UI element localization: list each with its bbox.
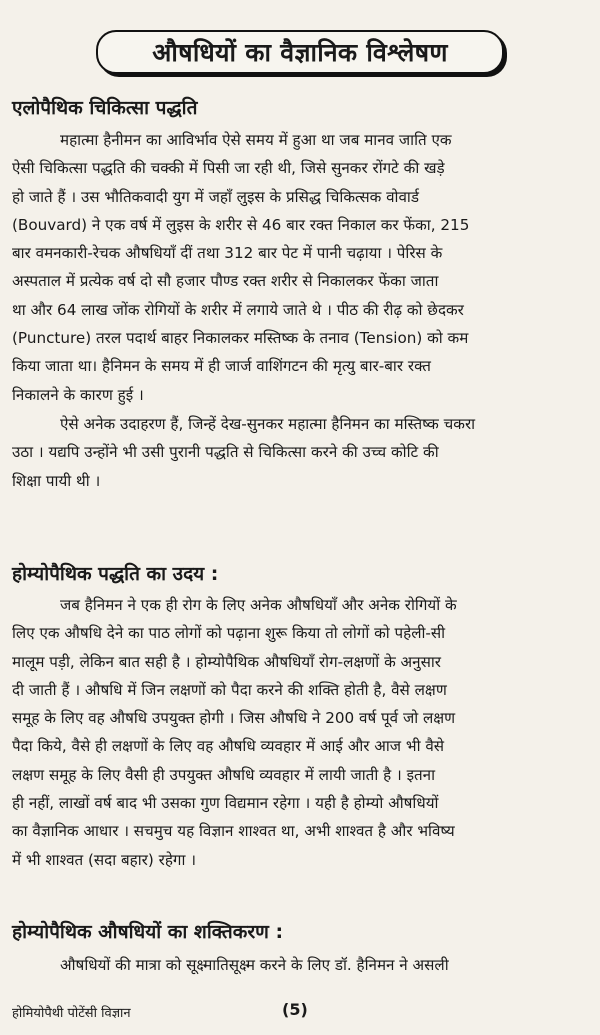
- text-line: निकालने के कारण हुई ।: [12, 385, 144, 404]
- text-line: मालूम पड़ी, लेकिन बात सही है । होम्योपैथिक औषधियाँ रोग-लक्षणों के अनुसार: [12, 652, 442, 671]
- text-line: अस्पताल में प्रत्येक वर्ष दो सौ हजार पौण्ड रक्त शरीर से निकालकर फेंका जाता: [12, 272, 439, 291]
- text-line: ही नहीं, लाखों वर्ष बाद भी उसका गुण विद्यमान रहेगा । यही है होम्यो औषधियों: [12, 794, 439, 813]
- text-line: बार वमनकारी-रेचक औषधियाँ दीं तथा 312 बार पेट में पानी चढ़ाया । पेरिस के: [12, 244, 443, 263]
- paragraph-homeopathy-origin: [12, 591, 590, 874]
- text-line: पैदा किये, वैसे ही लक्षणों के लिए वह औषधि व्यवहार में आई और आज भी वैसे: [12, 737, 445, 756]
- text-line: (Puncture) तरल पदार्थ बाहर निकालकर मस्तिष्क के तनाव (Tension) को कम: [12, 329, 469, 348]
- text-line: में भी शाश्वत (सदा बहार) रहेगा ।: [12, 850, 196, 869]
- text-line: महात्मा हैनीमन का आविर्भाव ऐसे समय में हुआ था जब मानव जाति एक: [60, 131, 452, 149]
- text-line: दी जाती हैं । औषधि में जिन लक्षणों को पैदा करने की शक्ति होती है, वैसे लक्षण: [12, 680, 447, 699]
- paragraph-allopathy-2: [12, 410, 590, 495]
- text-line: लिए एक औषधि देने का पाठ लोगों को पढ़ाना शुरू किया तो लोगों को पहेली-सी: [12, 624, 446, 643]
- section-heading-allopathy: एलोपैथिक चिकित्सा पद्धति: [12, 97, 198, 119]
- text-line: लक्षण समूह के लिए वैसी ही उपयुक्त औषधि व्यवहार में लायी जाती है । इतना: [12, 765, 436, 784]
- paragraph-potentization: [12, 951, 590, 979]
- page-title: औषधियों का वैज्ञानिक विश्लेषण: [152, 38, 448, 67]
- text-line: ऐसे अनेक उदाहरण हैं, जिन्हें देख-सुनकर महात्मा हैनिमन का मस्तिष्क चकरा: [60, 415, 476, 433]
- text-line: का वैज्ञानिक आधार । सचमुच यह विज्ञान शाश्वत था, अभी शाश्वत है और भविष्य: [12, 822, 455, 841]
- text-line: ऐसी चिकित्सा पद्धति की चक्की में पिसी जा रही थी, जिसे सुनकर रोंगटे की खड़े: [12, 159, 445, 178]
- text-line: हो जाते हैं । उस भौतिकवादी युग में जहाँ लुइस के प्रसिद्ध चिकित्सक वोवार्ड: [12, 187, 419, 206]
- text-line: शिक्षा पायी थी ।: [12, 471, 101, 490]
- page-number: (5): [282, 1000, 308, 1019]
- text-line: उठा । यद्यपि उन्होंने भी उसी पुरानी पद्धति से चिकित्सा करने की उच्च कोटि की: [12, 443, 439, 462]
- text-line: किया जाता था। हैनिमन के समय में ही जार्ज वाशिंगटन की मृत्यु बार-बार रक्त: [12, 357, 431, 376]
- text-line: था और 64 लाख जोंक रोगियों के शरीर में लगाये जाते थे । पीठ की रीढ़ को छेदकर: [12, 300, 464, 319]
- section-heading-potentization: होम्योपैथिक औषधियों का शक्तिकरण :: [12, 921, 284, 943]
- title-banner: [96, 30, 504, 74]
- text-line: औषधियों की मात्रा को सूक्ष्मातिसूक्ष्म करने के लिए डॉ. हैनिमन ने असली: [60, 956, 449, 974]
- paragraph-allopathy-1: [12, 126, 590, 409]
- text-line: जब हैनिमन ने एक ही रोग के लिए अनेक औषधियाँ और अनेक रोगियों के: [60, 596, 457, 614]
- footer-book-title: होमियोपैथी पोटेंसी विज्ञान: [12, 1006, 131, 1021]
- text-line: (Bouvard) ने एक वर्ष में लुइस के शरीर से 46 बार रक्त निकाल कर फेंका, 215: [12, 215, 470, 234]
- section-heading-homeopathy-origin: होम्योपैथिक पद्धति का उदय :: [12, 563, 219, 585]
- text-line: समूह के लिए वह औषधि उपयुक्त होगी । जिस औषधि ने 200 वर्ष पूर्व जो लक्षण: [12, 709, 456, 728]
